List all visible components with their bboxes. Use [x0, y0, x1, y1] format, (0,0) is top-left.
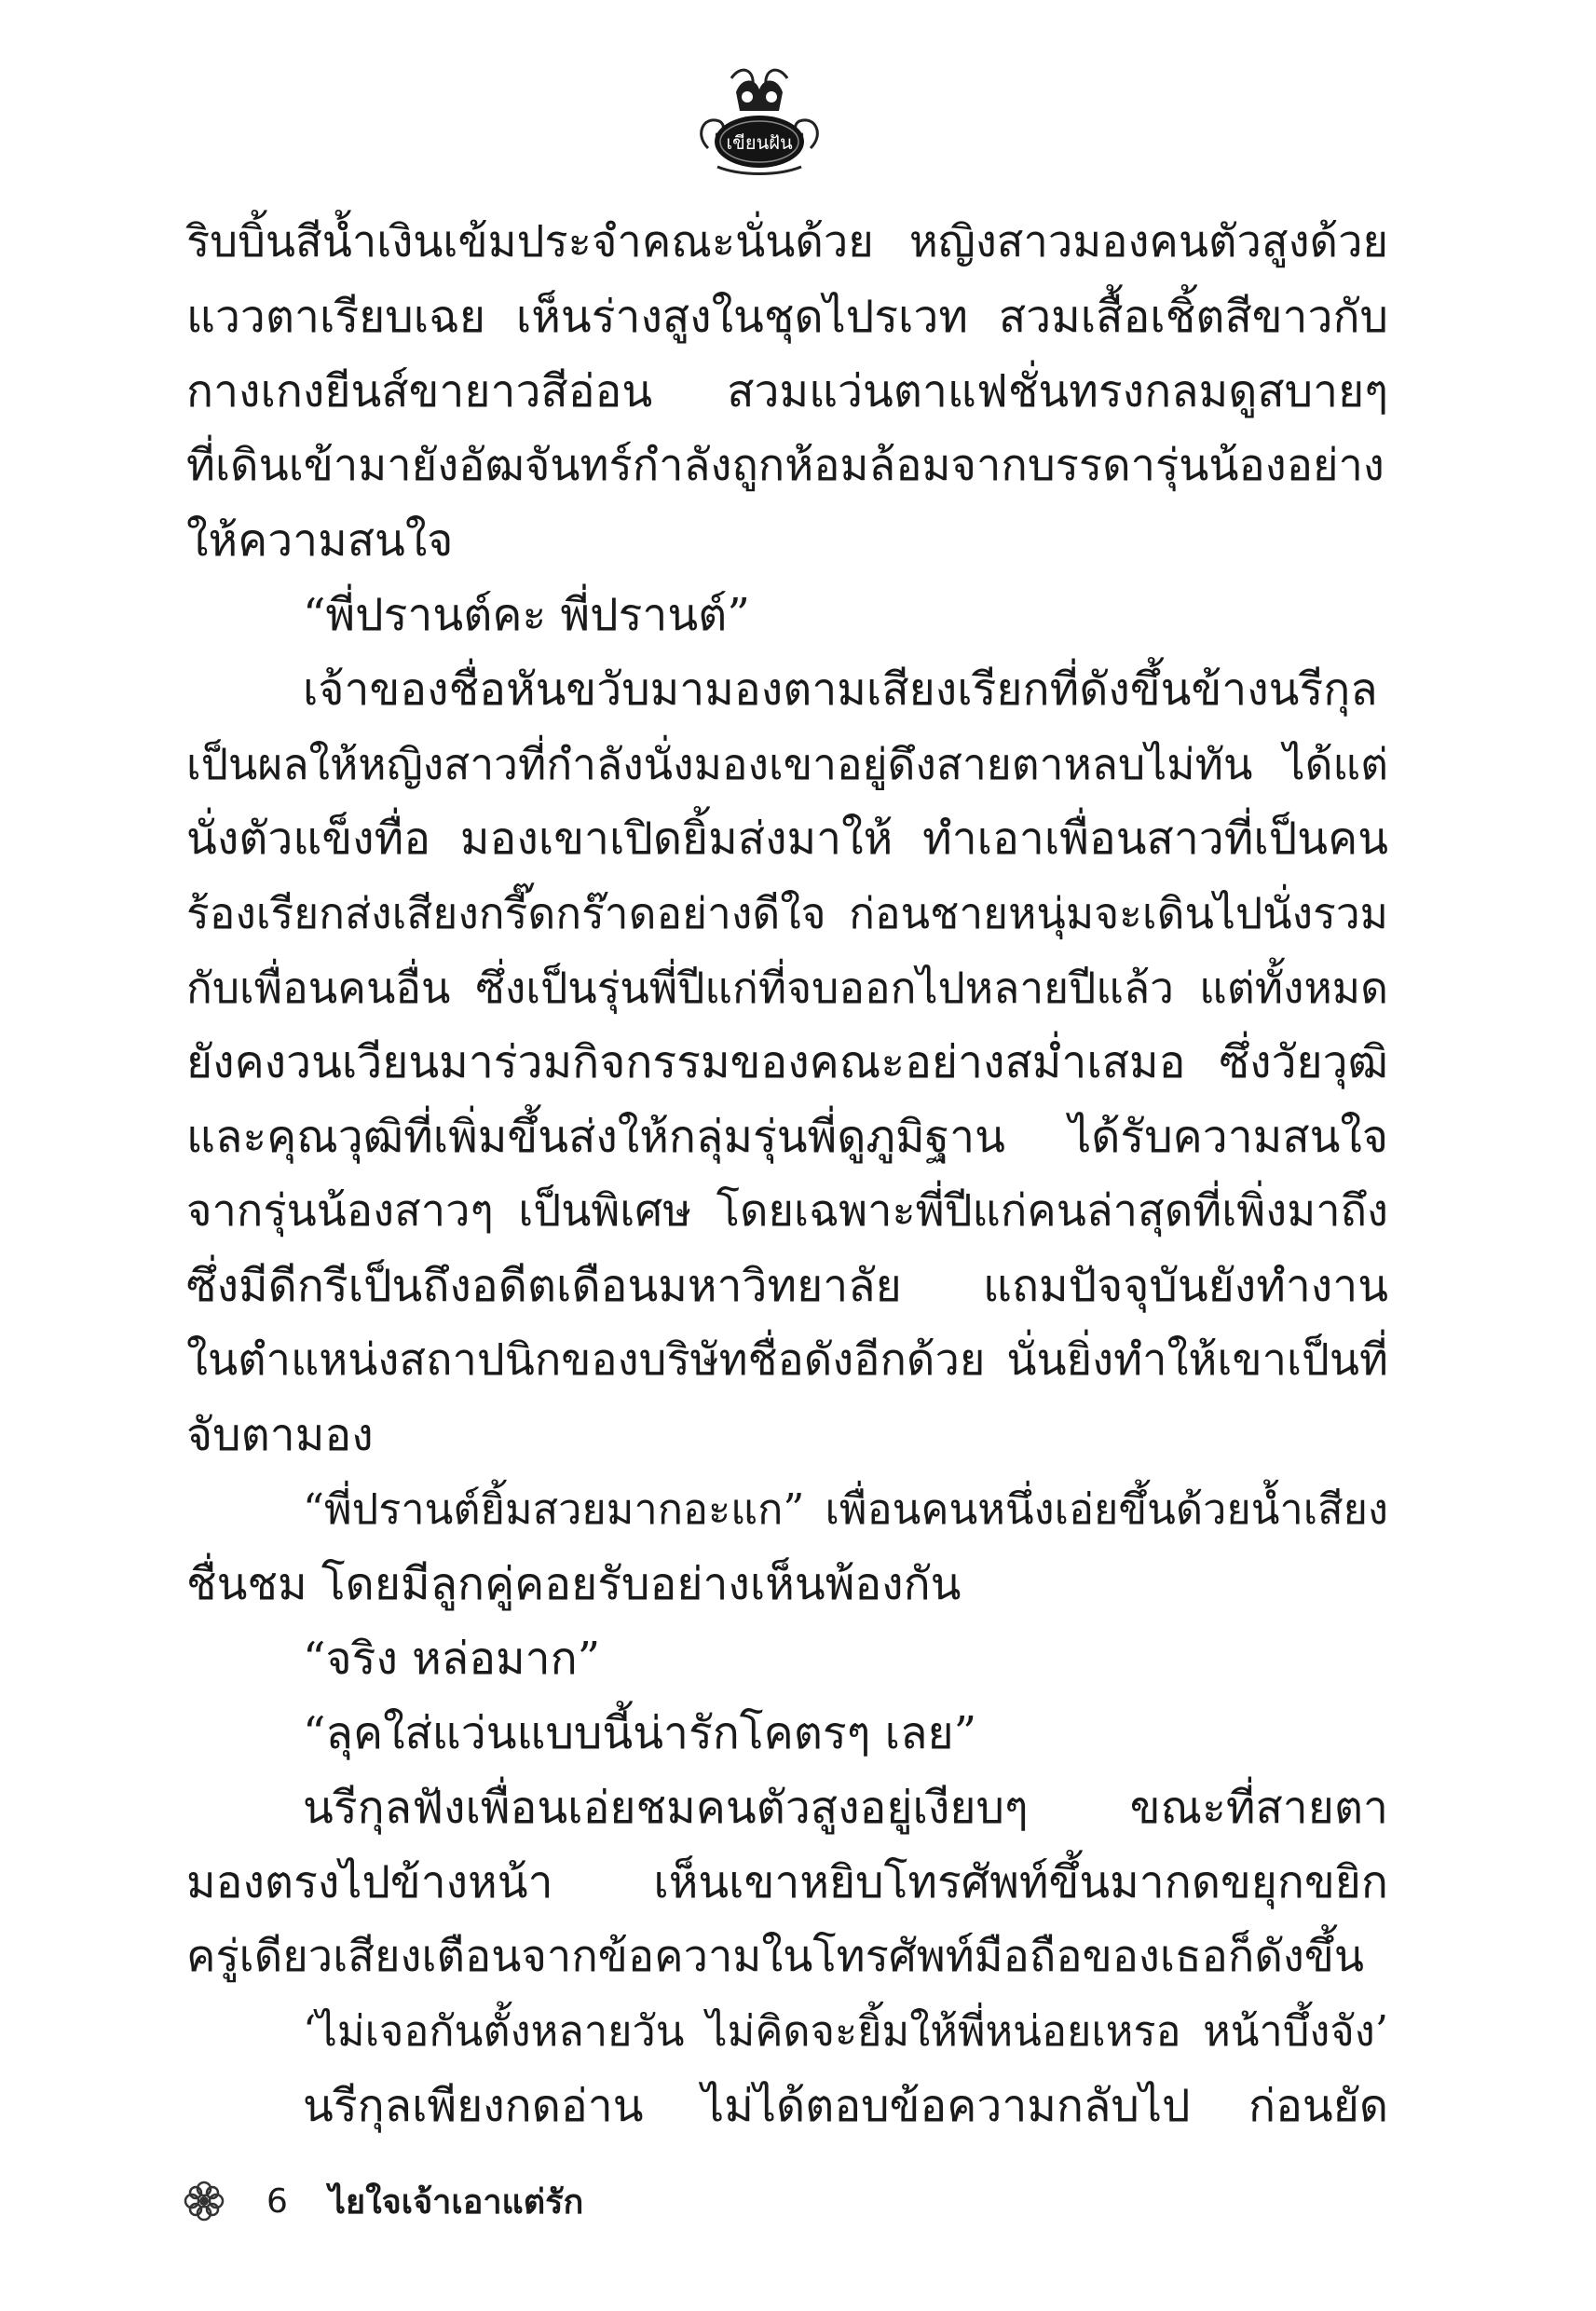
- text-line: จากรุ่นน้องสาวๆ เป็นพิเศษ โดยเฉพาะพี่ปีแก่คนล่าสุดที่เพิ่งมาถึง: [186, 1185, 1388, 1237]
- text-line: ยังคงวนเวียนมาร่วมกิจกรรมของคณะอย่างสม่ำเสมอ ซึ่งวัยวุฒิ: [186, 1036, 1388, 1088]
- text-line: ‘ไม่เจอกันตั้งหลายวัน ไม่คิดจะยิ้มให้พี่หน่อยเหรอ หน้าบึ้งจัง’: [303, 2006, 1388, 2056]
- page-body-text: [186, 205, 1388, 2143]
- text-line: ครู่เดียวเสียงเตือนจากข้อความในโทรศัพท์มือถือของเธอก็ดังขึ้น: [186, 1931, 1365, 1982]
- book-title: ไยใจเจ้าเอาแต่รัก: [328, 2182, 584, 2222]
- text-line: “พี่ปรานต์ยิ้มสวยมากอะแก” เพื่อนคนหนึ่งเอ่ยขึ้นด้วยน้ำเสียง: [303, 1484, 1388, 1534]
- text-line: ที่เดินเข้ามายังอัฒจันทร์กำลังถูกห้อมล้อมจากบรรดารุ่นน้องอย่าง: [186, 440, 1385, 491]
- text-line: เป็นผลให้หญิงสาวที่กำลังนั่งมองเขาอยู่ดึงสายตาหลบไม่ทัน ได้แต่: [186, 739, 1388, 789]
- text-line: มองตรงไปข้างหน้า เห็นเขาหยิบโทรศัพท์ขึ้นมากดขยุกขยิก: [186, 1856, 1388, 1908]
- text-line: ให้ความสนใจ: [186, 514, 454, 567]
- text-line: กับเพื่อนคนอื่น ซึ่งเป็นรุ่นพี่ปีแก่ที่จบออกไปหลายปีแล้ว แต่ทั้งหมด: [186, 963, 1388, 1013]
- flower-ornament-icon: [183, 2180, 225, 2222]
- text-line: กางเกงยีนส์ขายาวสีอ่อน สวมแว่นตาแฟชั่นทรงกลมดูสบายๆ: [186, 365, 1388, 417]
- text-line: นั่งตัวแข็งทื่อ มองเขาเปิดยิ้มส่งมาให้ ทำเอาเพื่อนสาวที่เป็นคน: [186, 813, 1388, 865]
- text-line: นรีกุลเพียงกดอ่าน ไม่ได้ตอบข้อความกลับไป ก่อนยัด: [303, 2080, 1388, 2132]
- text-line: ซึ่งมีดีกรีเป็นถึงอดีตเดือนมหาวิทยาลัย แถมปัจจุบันยังทำงาน: [186, 1260, 1388, 1312]
- text-line: จับตามอง: [186, 1409, 374, 1461]
- text-line: แววตาเรียบเฉย เห็นร่างสูงในชุดไปรเวท สวมเสื้อเชิ้ตสีขาวกับ: [186, 291, 1388, 343]
- text-line: และคุณวุฒิที่เพิ่มขึ้นส่งให้กลุ่มรุ่นพี่ดูภูมิฐาน ได้รับความสนใจ: [186, 1111, 1388, 1163]
- page-number: 6: [266, 2181, 288, 2221]
- text-line: นรีกุลฟังเพื่อนเอ่ยชมคนตัวสูงอยู่เงียบๆ ขณะที่สายตา: [303, 1782, 1388, 1834]
- text-line: “ลุคใส่แว่นแบบนี้น่ารักโคตรๆ เลย”: [303, 1707, 977, 1759]
- text-line: ร้องเรียกส่งเสียงกรี๊ดกร๊าดอย่างดีใจ ก่อนชายหนุ่มจะเดินไปนั่งรวม: [186, 888, 1388, 938]
- logo-text: เขียนฝัน: [726, 131, 793, 154]
- text-line: ชื่นชม โดยมีลูกคู่คอยรับอย่างเห็นพ้องกัน: [186, 1558, 962, 1610]
- header-logo: [689, 60, 829, 181]
- text-line: เจ้าของชื่อหันขวับมามองตามเสียงเรียกที่ดังขึ้นข้างนรีกุล: [303, 663, 1378, 716]
- text-line: ในตำแหน่งสถาปนิกของบริษัทชื่อดังอีกด้วย นั่นยิ่งทำให้เขาเป็นที่: [186, 1334, 1388, 1386]
- page-footer: [183, 2173, 583, 2229]
- text-line: ริบบิ้นสีน้ำเงินเข้มประจำคณะนั่นด้วย หญิงสาวมองคนตัวสูงด้วย: [186, 216, 1388, 267]
- text-line: “พี่ปรานต์คะ พี่ปรานต์”: [303, 589, 750, 641]
- text-line: “จริง หล่อมาก”: [303, 1633, 601, 1685]
- ornamental-writer-logo-icon: [689, 60, 829, 181]
